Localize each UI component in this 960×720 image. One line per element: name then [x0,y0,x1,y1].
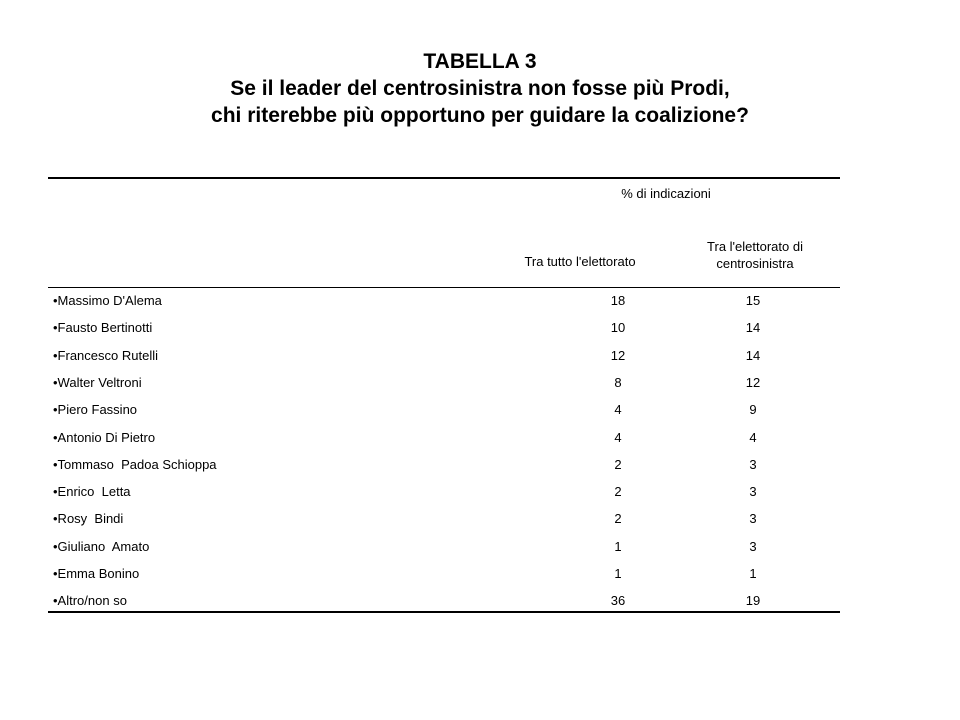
header-group-label: % di indicazioni [621,186,711,201]
value-centre-left-electorate: 3 [749,511,757,527]
bottom-rule [48,611,840,613]
table-row [48,482,840,502]
value-centre-left-electorate: 15 [745,293,761,308]
value-centre-left-electorate: 4 [749,429,757,445]
table-row [48,564,840,584]
value-all-electorate: 8 [614,374,622,390]
candidate-name: •Emma Bonino [53,566,140,581]
value-all-electorate: 18 [610,293,626,308]
value-all-electorate: 1 [614,566,622,581]
value-centre-left-electorate: 12 [745,374,761,390]
value-centre-left-electorate: 9 [749,402,757,418]
table-row [48,428,840,448]
top-rule [48,177,840,179]
candidate-name: •Tommaso Padoa Schioppa [53,456,217,472]
table-row [48,291,840,311]
table-row [48,318,840,338]
value-centre-left-electorate: 14 [745,320,761,336]
candidate-name: •Enrico Letta [53,484,131,500]
value-all-electorate: 12 [610,347,626,363]
table-row [48,455,840,475]
table-row [48,537,840,557]
header-rule [48,287,840,288]
candidate-name: •Walter Veltroni [53,374,142,390]
value-all-electorate: 2 [614,511,622,527]
value-all-electorate: 2 [614,456,622,472]
table-title [0,48,960,129]
table-row [48,373,840,393]
value-centre-left-electorate: 3 [749,538,757,554]
value-all-electorate: 4 [614,402,622,418]
candidate-name: •Massimo D'Alema [53,293,162,308]
value-centre-left-electorate: 19 [745,593,761,609]
title-line-2: Se il leader del centrosinistra non fosse più Prodi, [230,77,730,100]
candidate-name: •Altro/non so [53,593,127,609]
candidate-name: •Rosy Bindi [53,511,124,527]
candidate-name: •Giuliano Amato [53,538,150,554]
header-col-centre-left-electorate: Tra l'elettorato di centrosinistra [707,239,803,271]
value-all-electorate: 10 [610,320,626,336]
value-all-electorate: 1 [614,538,622,554]
title-line-1: TABELLA 3 [423,50,537,73]
table-row [48,509,840,529]
value-centre-left-electorate: 14 [745,347,761,363]
candidate-name: •Fausto Bertinotti [53,320,153,336]
value-centre-left-electorate: 1 [749,566,757,581]
table-row [48,346,840,366]
value-all-electorate: 2 [614,484,622,500]
candidate-name: •Piero Fassino [53,402,138,418]
candidate-name: •Francesco Rutelli [53,347,158,363]
value-centre-left-electorate: 3 [749,456,757,472]
value-centre-left-electorate: 3 [749,484,757,500]
header-col-all-electorate: Tra tutto l'elettorato [524,254,636,269]
candidate-name: •Antonio Di Pietro [53,429,156,445]
title-line-3: chi riterebbe più opportuno per guidare la coalizione? [211,104,749,127]
table-row [48,400,840,420]
value-all-electorate: 36 [610,593,626,609]
table-row [48,591,840,611]
value-all-electorate: 4 [614,429,622,445]
